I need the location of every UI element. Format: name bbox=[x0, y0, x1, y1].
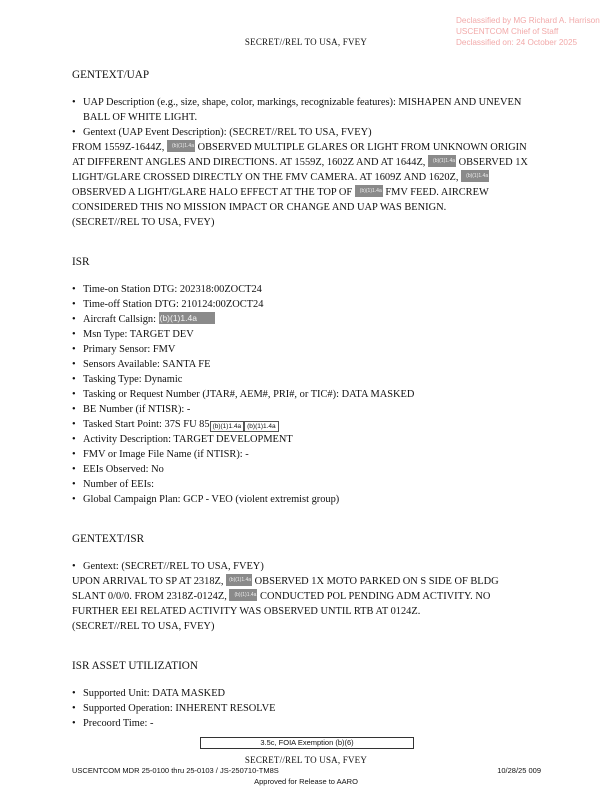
isr-asset-list bbox=[72, 686, 532, 731]
section-title-gentext-uap: GENTEXT/UAP bbox=[72, 69, 150, 81]
uap-description: • UAP Description (e.g., size, shape, color, markings, recognizable features): MISHAPEN AND UNEVEN BALL OF WHITE LIGHT. bbox=[72, 95, 532, 125]
asset-item-supported-operation: • Supported Operation: INHERENT RESOLVE bbox=[72, 701, 532, 716]
isr-list bbox=[72, 282, 532, 507]
isr-item-tasking-type: • Tasking Type: Dynamic bbox=[72, 372, 532, 387]
isr-item-eeis-observed: • EEIs Observed: No bbox=[72, 462, 532, 477]
uap-body-text-4: OBSERVED A LIGHT/GLARE HALO EFFECT AT THE TOP OF bbox=[72, 187, 355, 198]
isr-item-tasking-number: • Tasking or Request Number (JTAR#, AEM#, PRI#, or TIC#): DATA MASKED bbox=[72, 387, 532, 402]
uap-body-text-2: OBSERVED MULTIPLE GLARES OR LIGHT FROM UNKNOWN ORIGIN AT DIFFERENT ANGLES AND DIRECTIONS. AT 1559Z, 1602Z AND AT 1644Z, bbox=[72, 142, 527, 168]
isr-item-time-on: • Time-on Station DTG: 202318:00ZOCT24 bbox=[72, 282, 532, 297]
gentext-isr-closing-classification: (SECRET//REL TO USA, FVEY) bbox=[72, 621, 215, 632]
isr-body-text-2: OBSERVED 1X MOTO PARKED ON S SIDE OF BLDG SLANT 0/0/0. FROM 2318Z-0124Z, bbox=[72, 576, 499, 602]
section-title-isr: ISR bbox=[72, 256, 90, 268]
classification-header: SECRET//REL TO USA, FVEY bbox=[244, 37, 368, 47]
uap-list bbox=[72, 95, 532, 140]
declass-line-3: Declassified on: 24 October 2025 bbox=[456, 38, 578, 47]
isr-item-number-of-eeis: • Number of EEIs: bbox=[72, 477, 532, 492]
redaction-block: (b)(1)1.4a bbox=[461, 170, 489, 182]
footer-approval: Approved for Release to AARO bbox=[254, 777, 358, 786]
redaction-box: (b)(1)1.4a bbox=[244, 421, 279, 432]
redaction-box: (b)(1)1.4a bbox=[210, 421, 245, 432]
uap-body-text-5: FMV FEED. AIRCREW CONSIDERED THIS NO MISSION IMPACT OR CHANGE AND UAP WAS BENIGN. bbox=[72, 187, 489, 213]
document-body bbox=[72, 68, 532, 731]
redaction-block: (b)(1)1.4a bbox=[226, 574, 252, 586]
redaction-block: (b)(1)1.4a bbox=[167, 140, 195, 152]
declass-line-2: USCENTCOM Chief of Staff bbox=[456, 27, 559, 36]
isr-item-tasked-start-point bbox=[72, 417, 532, 432]
uap-closing-classification: (SECRET//REL TO USA, FVEY) bbox=[72, 217, 215, 228]
redaction-block: (b)(1)1.4a bbox=[159, 312, 215, 324]
classification-footer: SECRET//REL TO USA, FVEY bbox=[244, 755, 368, 765]
callsign-label: Aircraft Callsign: bbox=[83, 314, 159, 325]
redaction-block: (b)(1)1.4a bbox=[428, 155, 456, 167]
isr-item-primary-sensor: • Primary Sensor: FMV bbox=[72, 342, 532, 357]
footer-document-id: USCENTCOM MDR 25-0100 thru 25-0103 / JS-250710-TM8S bbox=[72, 766, 279, 775]
isr-item-callsign bbox=[72, 312, 532, 327]
uap-event-label: • Gentext (UAP Event Description): (SECRET//REL TO USA, FVEY) bbox=[72, 125, 532, 140]
footer-date-page: 10/28/25 009 bbox=[497, 766, 541, 775]
isr-item-msn-type: • Msn Type: TARGET DEV bbox=[72, 327, 532, 342]
isr-body-text-1: UPON ARRIVAL TO SP AT 2318Z, bbox=[72, 576, 227, 587]
redaction-block: (b)(1)1.4a bbox=[229, 589, 257, 601]
isr-item-fmv-file-name: • FMV or Image File Name (if NTISR): - bbox=[72, 447, 532, 462]
isr-item-sensors-available: • Sensors Available: SANTA FE bbox=[72, 357, 532, 372]
gentext-isr-label: • Gentext: (SECRET//REL TO USA, FVEY) bbox=[72, 559, 532, 574]
asset-item-precoord-time: • Precoord Time: - bbox=[72, 716, 532, 731]
gentext-isr-list bbox=[72, 559, 532, 574]
uap-body-text-3: OBSERVED 1X LIGHT/GLARE CROSSED DIRECTLY ON THE FMV CAMERA. AT 1609Z AND 1620Z, bbox=[72, 157, 528, 183]
foia-exemption-box: 3.5c, FOIA Exemption (b)(6) bbox=[200, 737, 414, 749]
section-title-gentext-isr: GENTEXT/ISR bbox=[72, 533, 145, 545]
start-point-label: Tasked Start Point: 37S FU 85 bbox=[83, 419, 210, 430]
declass-line-1: Declassified by MG Richard A. Harrison bbox=[456, 16, 600, 25]
isr-body-text-3: CONDUCTED POL PENDING ADM ACTIVITY. NO FURTHER EEI RELATED ACTIVITY WAS OBSERVED UNTIL RTB AT 0124Z. bbox=[72, 591, 491, 617]
redaction-block: (b)(1)1.4a bbox=[355, 185, 383, 197]
isr-item-be-number: • BE Number (if NTISR): - bbox=[72, 402, 532, 417]
uap-body-text-1: FROM 1559Z-1644Z, bbox=[72, 142, 167, 153]
gentext-isr-body bbox=[72, 574, 532, 619]
uap-event-body bbox=[72, 140, 532, 215]
isr-item-time-off: • Time-off Station DTG: 210124:00ZOCT24 bbox=[72, 297, 532, 312]
isr-item-campaign-plan: • Global Campaign Plan: GCP - VEO (violent extremist group) bbox=[72, 492, 532, 507]
asset-item-supported-unit: • Supported Unit: DATA MASKED bbox=[72, 686, 532, 701]
isr-item-activity-description: • Activity Description: TARGET DEVELOPMENT bbox=[72, 432, 532, 447]
section-title-isr-asset-utilization: ISR ASSET UTILIZATION bbox=[72, 660, 198, 672]
